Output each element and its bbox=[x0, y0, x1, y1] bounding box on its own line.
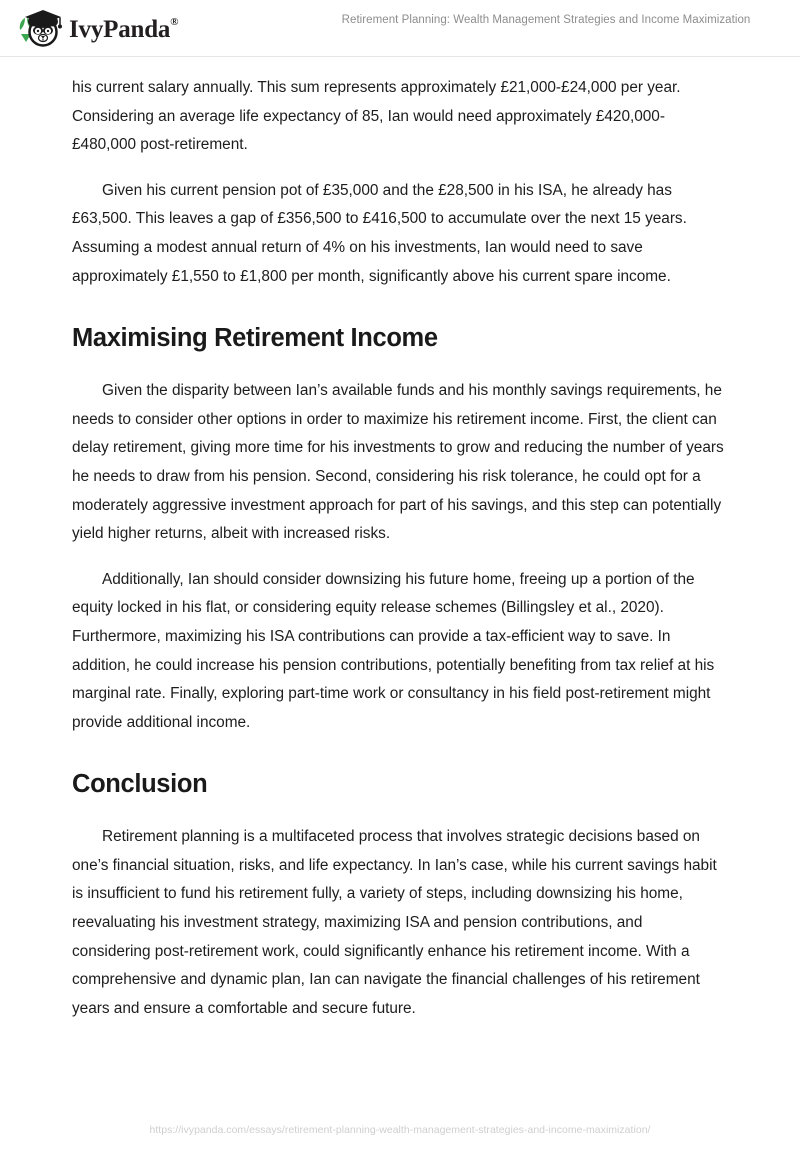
paragraph: Additionally, Ian should consider downsizing his future home, freeing up a portion of the equity locked in his flat, or considering equity release schemes (Billingsley et al., 2020). Furthermore, maximizing his ISA contributions can provide a tax-efficient way to save. In addition, he could increase his pension contributions, potentially benefiting from tax relief at his marginal rate. Finally, exploring part-time work or consultancy in his field post-retirement might provide additional income. bbox=[72, 570, 715, 731]
page-footer bbox=[0, 1120, 800, 1138]
section-heading-block bbox=[72, 322, 724, 354]
paragraph: Retirement planning is a multifaceted process that involves strategic decisions based on one’s financial situation, risks, and life expectancy. In Ian’s case, while his current savings habit is insufficient to fund his retirement fully, a variety of steps, including downsizing his home, reevaluating his investment strategy, maximizing ISA and pension contributions, and considering post-retirement work, could significantly enhance his retirement income. With a comprehensive and dynamic plan, Ian can navigate the financial challenges of his retirement years and ensure a comfortable and secure future. bbox=[72, 828, 717, 1017]
page-header bbox=[0, 0, 800, 57]
document-title-header: Retirement Planning: Wealth Management Strategies and Income Maximization bbox=[341, 14, 751, 26]
document-body bbox=[72, 74, 724, 1023]
paragraph: his current salary annually. This sum represents approximately £21,000-£24,000 per year. Considering an average life expectancy of 85, Ian would need approximately £420,000-£480,000 post-retirement. bbox=[72, 79, 681, 154]
source-url-link[interactable]: https://ivypanda.com/essays/retirement-planning-wealth-management-strategies-and-income-maximization/ bbox=[149, 1124, 651, 1136]
section-heading-conclusion: Conclusion bbox=[72, 770, 208, 799]
section-heading-maximising-retirement-income: Maximising Retirement Income bbox=[72, 324, 438, 353]
panda-graduate-logo-icon bbox=[14, 6, 62, 50]
paragraph: Given the disparity between Ian’s available funds and his monthly savings requirements, he needs to consider other options in order to maximize his retirement income. First, the client can delay retirement, giving more time for his investments to grow and reducing the number of years he needs to draw from his pension. Second, considering his risk tolerance, he could opt for a moderately aggressive investment approach for part of his savings, and this step can potentially yield higher returns, albeit with increased risks. bbox=[72, 382, 724, 543]
ivypanda-brand-logo[interactable] bbox=[14, 6, 178, 50]
brand-name-text: IvyPanda bbox=[69, 15, 171, 43]
registered-trademark-symbol: ® bbox=[170, 16, 179, 29]
paragraph: Given his current pension pot of £35,000 and the £28,500 in his ISA, he already has £63,500. This leaves a gap of £356,500 to £416,500 to accumulate over the next 15 years. Assuming a modest annual return of 4% on his investments, Ian would need to save approximately £1,550 to £1,800 per month, significantly above his current spare income. bbox=[72, 181, 687, 285]
section-heading-block bbox=[72, 768, 724, 800]
brand-wordmark bbox=[69, 17, 178, 42]
